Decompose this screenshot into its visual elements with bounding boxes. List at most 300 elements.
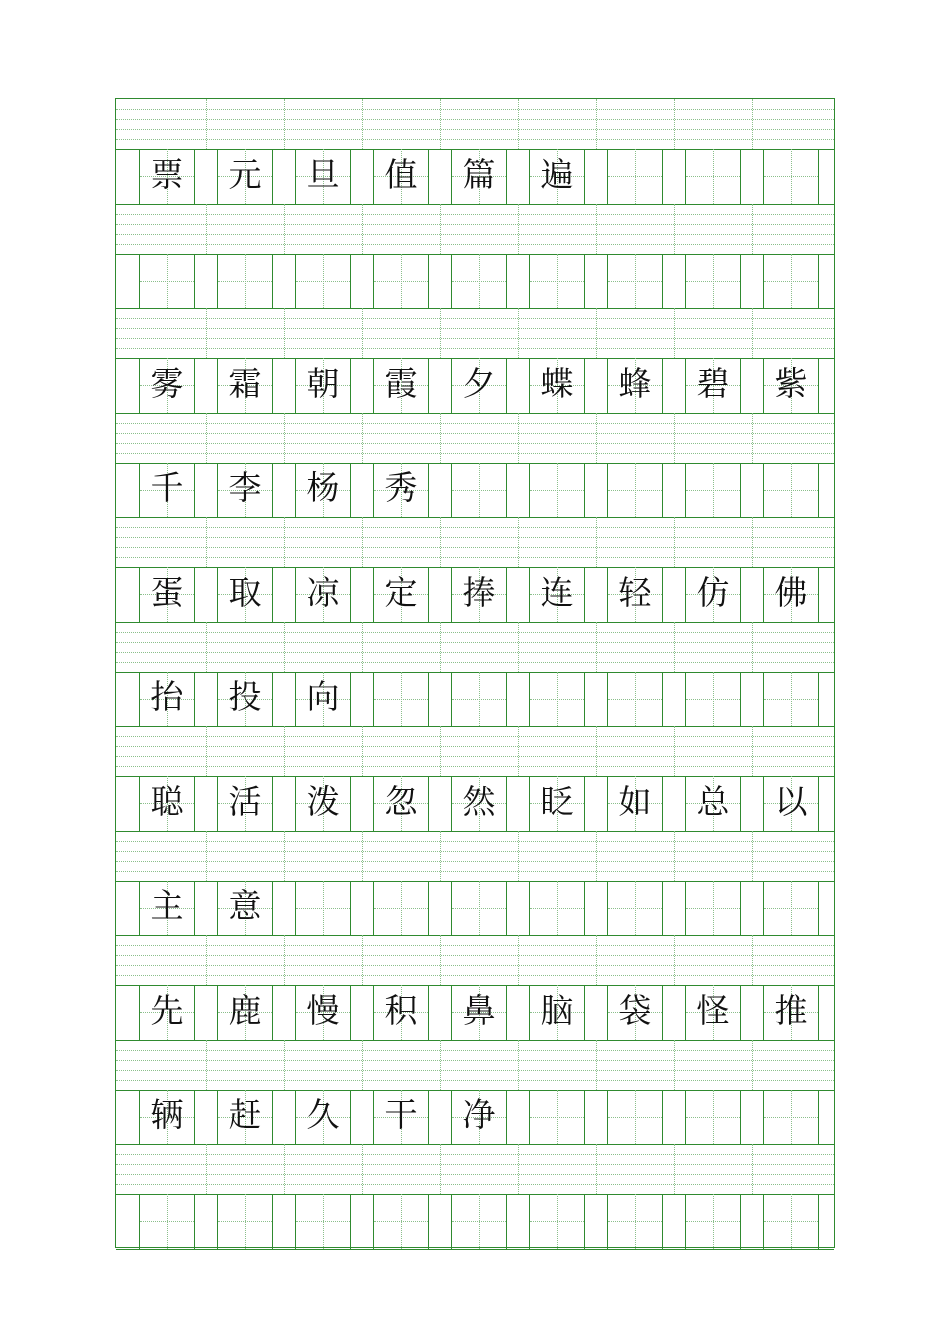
- character-cell[interactable]: [451, 1194, 507, 1249]
- guide-divider: [518, 204, 519, 254]
- character-cell[interactable]: [763, 358, 819, 413]
- cell-guide-horizontal: [530, 490, 584, 491]
- character-cell[interactable]: [607, 881, 663, 936]
- cell-guide-horizontal: [374, 281, 428, 282]
- character-row: [116, 358, 834, 414]
- guide-divider: [518, 413, 519, 463]
- character-cell[interactable]: [217, 358, 273, 413]
- character-cell[interactable]: [373, 672, 429, 727]
- guide-divider: [440, 308, 441, 358]
- pinyin-guide-band: [116, 204, 834, 255]
- guide-divider: [518, 308, 519, 358]
- guide-divider: [752, 517, 753, 567]
- cell-guide-horizontal: [608, 908, 662, 909]
- character-cell[interactable]: [607, 1090, 663, 1145]
- guide-divider: [206, 517, 207, 567]
- hanzi-character: 总: [696, 781, 730, 821]
- guide-line: [116, 527, 834, 528]
- guide-line: [116, 756, 834, 757]
- hanzi-character: 秀: [384, 468, 418, 508]
- character-cell[interactable]: [529, 358, 585, 413]
- guide-line: [116, 443, 834, 444]
- hanzi-character: 杨: [306, 468, 340, 508]
- character-cell[interactable]: [685, 985, 741, 1040]
- guide-line: [116, 348, 834, 349]
- guide-line: [116, 642, 834, 643]
- cell-guide-horizontal: [686, 1117, 740, 1118]
- character-cell[interactable]: [139, 149, 195, 204]
- character-cell[interactable]: [373, 1090, 429, 1145]
- guide-line: [116, 662, 834, 663]
- character-cell[interactable]: [763, 149, 819, 204]
- hanzi-character: 雾: [150, 363, 184, 403]
- guide-divider: [440, 622, 441, 672]
- guide-line: [116, 975, 834, 976]
- hanzi-character: 鼻: [462, 990, 496, 1030]
- pinyin-guide-band: [116, 413, 834, 464]
- pinyin-guide-band: [116, 935, 834, 986]
- guide-line: [116, 746, 834, 747]
- character-cell[interactable]: [451, 463, 507, 518]
- character-cell[interactable]: [217, 776, 273, 831]
- guide-divider: [674, 413, 675, 463]
- character-cell[interactable]: [451, 254, 507, 309]
- guide-line: [116, 766, 834, 767]
- guide-line: [116, 1050, 834, 1051]
- guide-divider: [284, 935, 285, 985]
- character-cell[interactable]: [295, 1090, 351, 1145]
- character-cell[interactable]: [607, 358, 663, 413]
- character-cell[interactable]: [607, 463, 663, 518]
- cell-guide-horizontal: [296, 1221, 350, 1222]
- hanzi-character: 久: [306, 1095, 340, 1135]
- cell-guide-horizontal: [764, 176, 818, 177]
- guide-divider: [362, 1144, 363, 1194]
- character-cell[interactable]: [139, 567, 195, 622]
- guide-divider: [206, 1144, 207, 1194]
- character-cell[interactable]: [373, 149, 429, 204]
- guide-divider: [674, 99, 675, 149]
- guide-divider: [596, 831, 597, 881]
- guide-line: [116, 945, 834, 946]
- cell-guide-horizontal: [764, 1221, 818, 1222]
- guide-divider: [752, 726, 753, 776]
- pinyin-guide-band: [116, 308, 834, 359]
- character-cell[interactable]: [685, 1090, 741, 1145]
- hanzi-character: 投: [228, 677, 262, 717]
- cell-guide-horizontal: [686, 699, 740, 700]
- cell-guide-horizontal: [764, 908, 818, 909]
- guide-line: [116, 1154, 834, 1155]
- hanzi-character: 然: [462, 781, 496, 821]
- guide-divider: [674, 831, 675, 881]
- hanzi-character: 先: [150, 990, 184, 1030]
- character-cell[interactable]: [763, 881, 819, 936]
- guide-divider: [440, 204, 441, 254]
- cell-guide-horizontal: [374, 908, 428, 909]
- character-cell[interactable]: [217, 881, 273, 936]
- character-row: [116, 1090, 834, 1146]
- cell-guide-horizontal: [218, 1221, 272, 1222]
- guide-divider: [752, 99, 753, 149]
- cell-guide-horizontal: [530, 1221, 584, 1222]
- guide-divider: [752, 622, 753, 672]
- character-cell[interactable]: [685, 1194, 741, 1249]
- character-cell[interactable]: [373, 463, 429, 518]
- character-cell[interactable]: [763, 672, 819, 727]
- guide-divider: [674, 308, 675, 358]
- hanzi-character: 朝: [306, 363, 340, 403]
- hanzi-character: 以: [774, 781, 808, 821]
- hanzi-character: 连: [540, 572, 574, 612]
- character-cell[interactable]: [529, 985, 585, 1040]
- character-cell[interactable]: [217, 149, 273, 204]
- hanzi-character: 碧: [696, 363, 730, 403]
- character-cell[interactable]: [217, 254, 273, 309]
- hanzi-character: 千: [150, 468, 184, 508]
- character-cell[interactable]: [373, 358, 429, 413]
- character-row: [116, 881, 834, 937]
- hanzi-character: 篇: [462, 154, 496, 194]
- guide-line: [116, 224, 834, 225]
- guide-line: [116, 547, 834, 548]
- character-cell[interactable]: [763, 776, 819, 831]
- guide-divider: [596, 935, 597, 985]
- guide-divider: [284, 413, 285, 463]
- character-cell[interactable]: [685, 567, 741, 622]
- character-cell[interactable]: [295, 149, 351, 204]
- cell-guide-horizontal: [530, 908, 584, 909]
- guide-divider: [596, 726, 597, 776]
- character-cell[interactable]: [685, 672, 741, 727]
- character-cell[interactable]: [529, 254, 585, 309]
- cell-guide-horizontal: [140, 1221, 194, 1222]
- character-cell[interactable]: [451, 358, 507, 413]
- guide-line: [116, 841, 834, 842]
- cell-guide-horizontal: [530, 699, 584, 700]
- guide-divider: [440, 935, 441, 985]
- guide-divider: [752, 308, 753, 358]
- character-cell[interactable]: [373, 567, 429, 622]
- character-cell[interactable]: [139, 881, 195, 936]
- character-cell[interactable]: [451, 672, 507, 727]
- character-cell[interactable]: [139, 463, 195, 518]
- guide-divider: [596, 413, 597, 463]
- character-cell[interactable]: [295, 358, 351, 413]
- cell-guide-horizontal: [452, 1221, 506, 1222]
- character-cell[interactable]: [451, 776, 507, 831]
- guide-divider: [518, 517, 519, 567]
- character-cell[interactable]: [763, 1194, 819, 1249]
- character-cell[interactable]: [529, 776, 585, 831]
- character-cell[interactable]: [607, 776, 663, 831]
- character-cell[interactable]: [373, 254, 429, 309]
- character-cell[interactable]: [763, 463, 819, 518]
- guide-line: [116, 851, 834, 852]
- hanzi-character: 赶: [228, 1095, 262, 1135]
- pinyin-guide-band: [116, 517, 834, 568]
- cell-guide-horizontal: [296, 281, 350, 282]
- character-cell[interactable]: [685, 463, 741, 518]
- hanzi-character: 定: [384, 572, 418, 612]
- hanzi-character: 辆: [150, 1095, 184, 1135]
- character-cell[interactable]: [607, 567, 663, 622]
- hanzi-character: 眨: [540, 781, 574, 821]
- hanzi-character: 元: [228, 154, 262, 194]
- cell-guide-horizontal: [764, 490, 818, 491]
- character-cell[interactable]: [763, 254, 819, 309]
- guide-divider: [440, 1040, 441, 1090]
- hanzi-character: 值: [384, 154, 418, 194]
- character-cell[interactable]: [373, 1194, 429, 1249]
- guide-divider: [752, 1040, 753, 1090]
- hanzi-character: 取: [228, 572, 262, 612]
- character-cell[interactable]: [607, 1194, 663, 1249]
- character-cell[interactable]: [139, 776, 195, 831]
- character-cell[interactable]: [217, 985, 273, 1040]
- guide-divider: [440, 517, 441, 567]
- character-row: [116, 567, 834, 623]
- character-cell[interactable]: [139, 254, 195, 309]
- character-cell[interactable]: [139, 985, 195, 1040]
- character-cell[interactable]: [763, 1090, 819, 1145]
- guide-divider: [518, 1040, 519, 1090]
- hanzi-character: 佛: [774, 572, 808, 612]
- guide-divider: [206, 831, 207, 881]
- guide-divider: [362, 204, 363, 254]
- guide-divider: [596, 308, 597, 358]
- guide-divider: [440, 831, 441, 881]
- character-cell[interactable]: [529, 463, 585, 518]
- guide-divider: [284, 308, 285, 358]
- character-cell[interactable]: [373, 985, 429, 1040]
- guide-divider: [284, 517, 285, 567]
- guide-divider: [674, 1040, 675, 1090]
- hanzi-character: 泼: [306, 781, 340, 821]
- guide-line: [116, 557, 834, 558]
- guide-line: [116, 1174, 834, 1175]
- hanzi-character: 推: [774, 990, 808, 1030]
- guide-line: [116, 338, 834, 339]
- character-cell[interactable]: [217, 1194, 273, 1249]
- guide-line: [116, 955, 834, 956]
- guide-line: [116, 129, 834, 130]
- character-cell[interactable]: [607, 254, 663, 309]
- guide-line: [116, 1070, 834, 1071]
- pinyin-guide-band: [116, 99, 834, 150]
- character-cell[interactable]: [529, 1090, 585, 1145]
- character-cell[interactable]: [373, 881, 429, 936]
- character-cell[interactable]: [451, 985, 507, 1040]
- character-row: [116, 985, 834, 1041]
- pinyin-guide-band: [116, 831, 834, 882]
- character-cell[interactable]: [529, 1194, 585, 1249]
- guide-line: [116, 139, 834, 140]
- character-cell[interactable]: [529, 567, 585, 622]
- guide-divider: [518, 1144, 519, 1194]
- guide-line: [116, 453, 834, 454]
- cell-guide-horizontal: [608, 176, 662, 177]
- hanzi-character: 忽: [384, 781, 418, 821]
- cell-guide-horizontal: [608, 1117, 662, 1118]
- guide-divider: [440, 413, 441, 463]
- cell-guide-horizontal: [686, 490, 740, 491]
- character-cell[interactable]: [295, 672, 351, 727]
- guide-divider: [284, 622, 285, 672]
- character-cell[interactable]: [295, 463, 351, 518]
- guide-divider: [206, 204, 207, 254]
- guide-divider: [674, 517, 675, 567]
- guide-divider: [674, 204, 675, 254]
- character-cell[interactable]: [451, 881, 507, 936]
- character-cell[interactable]: [763, 567, 819, 622]
- cell-guide-horizontal: [218, 281, 272, 282]
- character-cell[interactable]: [139, 672, 195, 727]
- character-cell[interactable]: [295, 567, 351, 622]
- character-cell[interactable]: [139, 358, 195, 413]
- guide-line: [116, 109, 834, 110]
- character-row: [116, 1194, 834, 1250]
- hanzi-character: 凉: [306, 572, 340, 612]
- cell-guide-horizontal: [608, 1221, 662, 1222]
- character-cell[interactable]: [763, 985, 819, 1040]
- hanzi-character: 脑: [540, 990, 574, 1030]
- guide-divider: [674, 622, 675, 672]
- character-cell[interactable]: [685, 358, 741, 413]
- guide-divider: [206, 935, 207, 985]
- cell-guide-horizontal: [686, 1221, 740, 1222]
- hanzi-character: 如: [618, 781, 652, 821]
- hanzi-character: 蜂: [618, 363, 652, 403]
- guide-divider: [752, 413, 753, 463]
- cell-guide-horizontal: [608, 490, 662, 491]
- guide-divider: [518, 831, 519, 881]
- guide-divider: [362, 99, 363, 149]
- character-cell[interactable]: [529, 149, 585, 204]
- character-cell[interactable]: [139, 1194, 195, 1249]
- hanzi-character: 鹿: [228, 990, 262, 1030]
- character-cell[interactable]: [685, 149, 741, 204]
- guide-line: [116, 234, 834, 235]
- guide-divider: [596, 1040, 597, 1090]
- cell-guide-horizontal: [686, 908, 740, 909]
- guide-divider: [752, 935, 753, 985]
- cell-guide-horizontal: [140, 281, 194, 282]
- character-cell[interactable]: [529, 672, 585, 727]
- hanzi-character: 仿: [696, 572, 730, 612]
- hanzi-character: 蝶: [540, 363, 574, 403]
- character-cell[interactable]: [685, 254, 741, 309]
- hanzi-character: 净: [462, 1095, 496, 1135]
- guide-divider: [206, 308, 207, 358]
- guide-divider: [440, 726, 441, 776]
- cell-guide-horizontal: [452, 490, 506, 491]
- guide-divider: [284, 99, 285, 149]
- guide-divider: [674, 935, 675, 985]
- guide-line: [116, 861, 834, 862]
- hanzi-character: 慢: [306, 990, 340, 1030]
- guide-divider: [362, 831, 363, 881]
- guide-divider: [206, 413, 207, 463]
- character-cell[interactable]: [451, 149, 507, 204]
- hanzi-character: 旦: [306, 154, 340, 194]
- guide-divider: [518, 622, 519, 672]
- hanzi-character: 蛋: [150, 572, 184, 612]
- cell-guide-horizontal: [686, 176, 740, 177]
- hanzi-character: 活: [228, 781, 262, 821]
- hanzi-character: 意: [228, 886, 262, 926]
- guide-line: [116, 214, 834, 215]
- character-cell[interactable]: [451, 567, 507, 622]
- guide-line: [116, 965, 834, 966]
- character-cell[interactable]: [295, 1194, 351, 1249]
- guide-divider: [752, 1144, 753, 1194]
- guide-line: [116, 433, 834, 434]
- character-row: [116, 254, 834, 310]
- cell-guide-horizontal: [764, 281, 818, 282]
- character-cell[interactable]: [295, 985, 351, 1040]
- character-cell[interactable]: [685, 776, 741, 831]
- guide-line: [116, 244, 834, 245]
- character-cell[interactable]: [295, 776, 351, 831]
- guide-divider: [206, 622, 207, 672]
- guide-line: [116, 119, 834, 120]
- hanzi-character: 捧: [462, 572, 496, 612]
- cell-guide-horizontal: [374, 699, 428, 700]
- hanzi-character: 霜: [228, 363, 262, 403]
- hanzi-character: 向: [306, 677, 340, 717]
- guide-divider: [596, 99, 597, 149]
- character-cell[interactable]: [139, 1090, 195, 1145]
- guide-line: [116, 1184, 834, 1185]
- guide-divider: [284, 726, 285, 776]
- character-cell[interactable]: [217, 1090, 273, 1145]
- character-cell[interactable]: [607, 149, 663, 204]
- character-row: [116, 463, 834, 519]
- character-cell[interactable]: [607, 672, 663, 727]
- guide-divider: [752, 204, 753, 254]
- cell-guide-horizontal: [608, 281, 662, 282]
- character-cell[interactable]: [451, 1090, 507, 1145]
- character-cell[interactable]: [529, 881, 585, 936]
- guide-divider: [206, 726, 207, 776]
- guide-divider: [206, 99, 207, 149]
- guide-divider: [674, 1144, 675, 1194]
- character-cell[interactable]: [295, 254, 351, 309]
- character-cell[interactable]: [685, 881, 741, 936]
- guide-divider: [206, 1040, 207, 1090]
- pinyin-guide-band: [116, 1040, 834, 1091]
- cell-guide-horizontal: [686, 281, 740, 282]
- guide-line: [116, 1060, 834, 1061]
- guide-divider: [518, 726, 519, 776]
- pinyin-guide-band: [116, 726, 834, 777]
- guide-line: [116, 1164, 834, 1165]
- hanzi-character: 紫: [774, 363, 808, 403]
- character-cell[interactable]: [607, 985, 663, 1040]
- character-cell[interactable]: [217, 672, 273, 727]
- guide-divider: [518, 935, 519, 985]
- guide-divider: [362, 622, 363, 672]
- cell-guide-horizontal: [452, 281, 506, 282]
- hanzi-character: 袋: [618, 990, 652, 1030]
- character-cell[interactable]: [295, 881, 351, 936]
- guide-line: [116, 652, 834, 653]
- character-cell[interactable]: [217, 567, 273, 622]
- character-cell[interactable]: [373, 776, 429, 831]
- character-cell[interactable]: [217, 463, 273, 518]
- cell-guide-horizontal: [296, 908, 350, 909]
